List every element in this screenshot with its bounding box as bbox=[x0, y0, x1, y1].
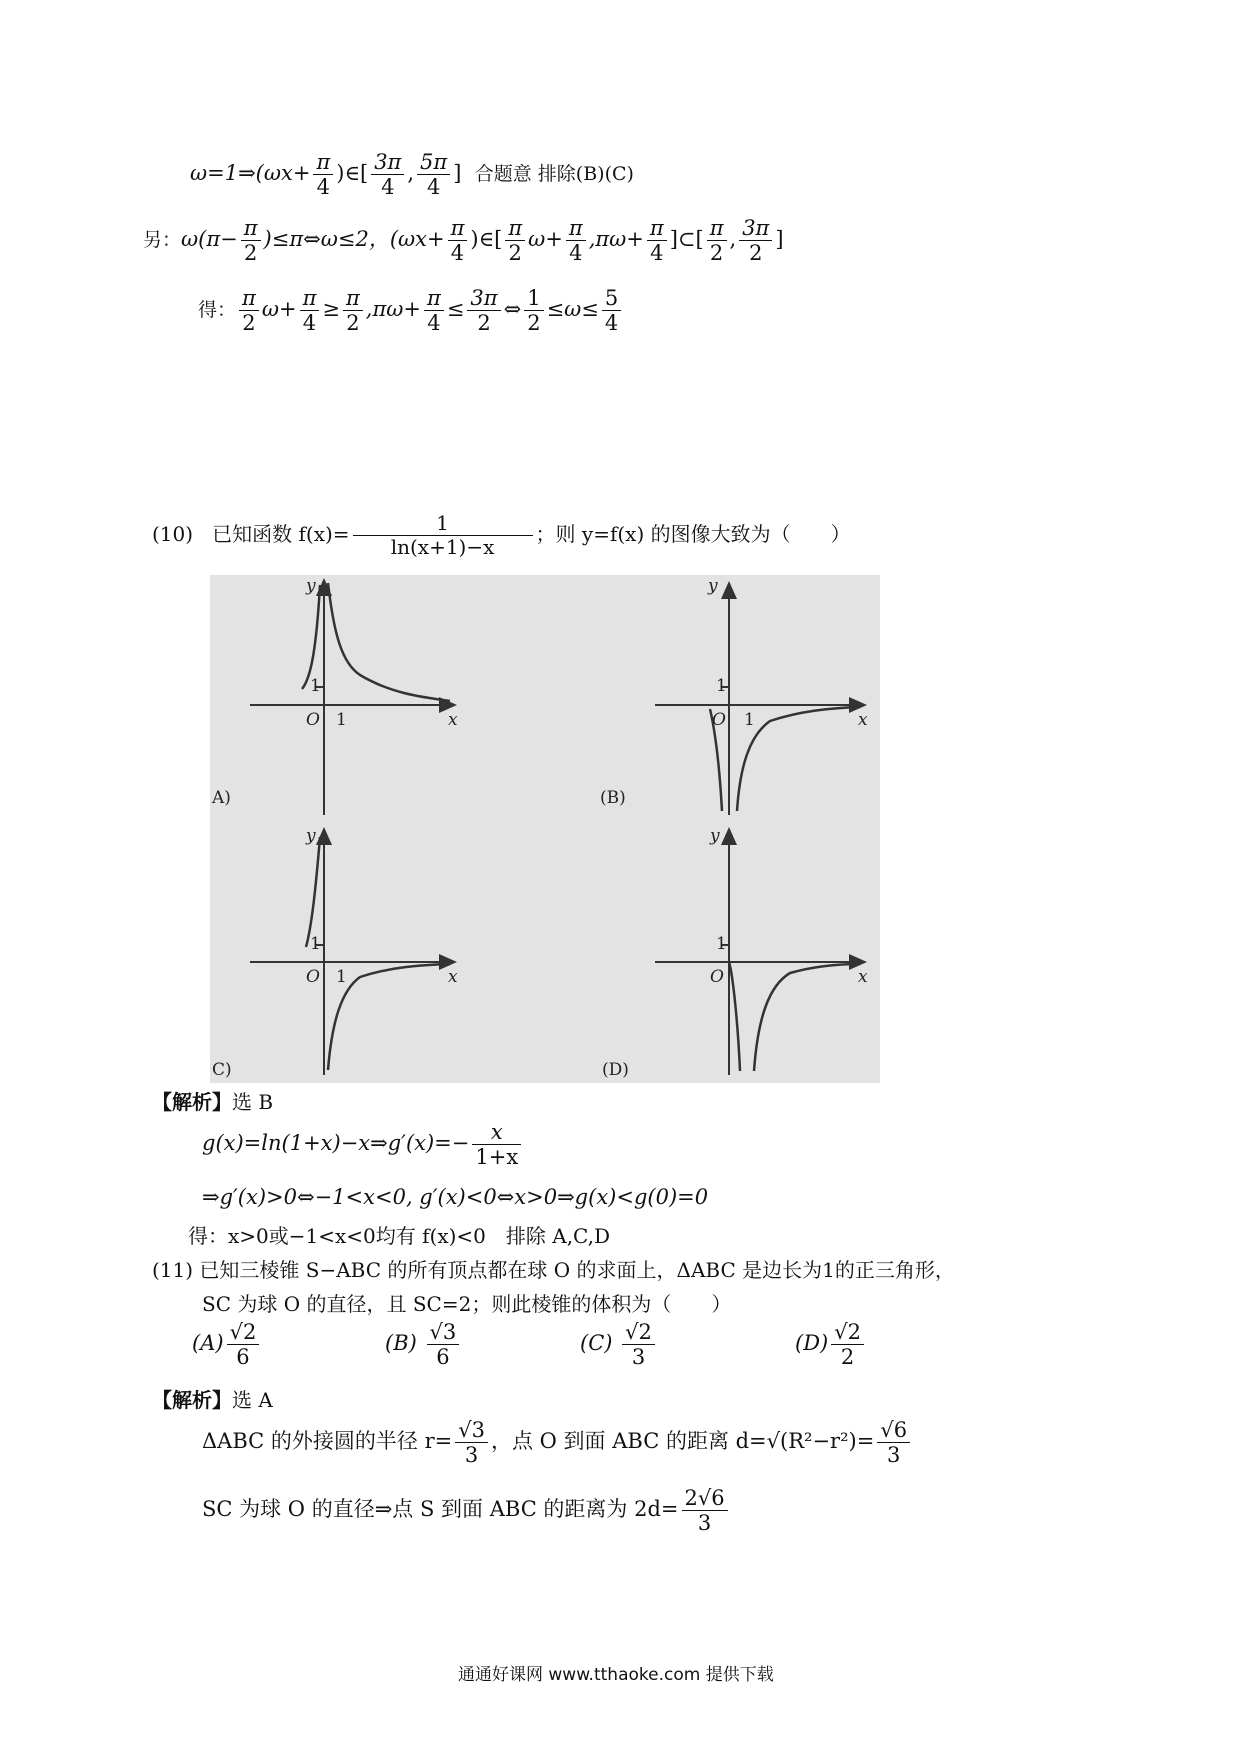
fraction: $\frac{\pi}{4}$ bbox=[424, 286, 444, 335]
fraction: $\frac{√6}{3}$ bbox=[877, 1418, 910, 1467]
label-c: C) bbox=[212, 1060, 232, 1080]
option-d[interactable]: (D) $\frac{√2}{2}$ bbox=[795, 1320, 867, 1369]
option-c[interactable]: (C) $\frac{√2}{3}$ bbox=[580, 1320, 658, 1369]
origin-b: O bbox=[712, 710, 726, 730]
tick-a: 1 bbox=[336, 710, 347, 730]
fraction: $\frac{√3}{3}$ bbox=[455, 1418, 488, 1467]
fraction: $\frac{\pi}{4}$ bbox=[300, 286, 320, 335]
axis-x-c: x bbox=[448, 967, 458, 987]
solution-10-header: 【解析】选 B bbox=[152, 1090, 274, 1114]
fraction: $\frac{5\pi}{4}$ bbox=[417, 150, 450, 199]
fraction: $\frac{√2}{3}$ bbox=[622, 1320, 655, 1369]
graph-panels-svg bbox=[210, 575, 880, 1083]
fraction: $\frac{2√6}{3}$ bbox=[682, 1486, 728, 1535]
panel-b bbox=[655, 583, 865, 815]
origin-d: O bbox=[710, 967, 724, 987]
label-d: (D) bbox=[602, 1060, 629, 1080]
fraction: $\frac{5}{4}$ bbox=[602, 286, 621, 335]
derivation-line-1: ω=1⇒(ωx+ $\frac{\pi}{4}$ )∈[ $\frac{3\pi}{4}$ , $\frac{5\pi}{4}$ ] 合题意 排除(B)(C) bbox=[190, 150, 634, 200]
fraction: $\frac{x}{1+x}$ bbox=[472, 1120, 521, 1169]
panel-c bbox=[250, 829, 455, 1075]
fraction: $\frac{1}{2}$ bbox=[524, 286, 543, 335]
solution-11-line-1: ΔABC 的外接圆的半径 r= $\frac{√3}{3}$ ，点 O 到面 ABC 的距离 d=√(R²−r²)= $\frac{√6}{3}$ bbox=[202, 1418, 913, 1467]
graph-options-figure bbox=[210, 575, 880, 1083]
axis-y-b: y bbox=[708, 576, 718, 596]
fraction: $\frac{3\pi}{2}$ bbox=[467, 286, 500, 335]
fraction: $\frac{\pi}{2}$ bbox=[241, 216, 261, 265]
solution-11-line-2: SC 为球 O 的直径⇒点 S 到面 ABC 的距离为 2d= $\frac{2√6}{3}$ bbox=[202, 1486, 731, 1535]
fraction: $\frac{\pi}{4}$ bbox=[647, 216, 667, 265]
question-number: (10) bbox=[152, 522, 194, 546]
axis-x-a: x bbox=[448, 710, 458, 730]
option-b[interactable]: (B) $\frac{√3}{6}$ bbox=[385, 1320, 462, 1369]
origin-a: O bbox=[306, 710, 320, 730]
tick-c: 1 bbox=[336, 967, 347, 987]
panel-d bbox=[655, 829, 865, 1075]
axis-y-c: y bbox=[306, 826, 316, 846]
fraction: $\frac{\pi}{2}$ bbox=[707, 216, 727, 265]
fraction: $\frac{\pi}{2}$ bbox=[505, 216, 525, 265]
solution-11-header: 【解析】选 A bbox=[152, 1388, 273, 1412]
axis-x-d: x bbox=[858, 967, 868, 987]
fraction: $\frac{√2}{2}$ bbox=[831, 1320, 864, 1369]
fraction: $\frac{1}{\ln(x+1)-x}$ bbox=[353, 512, 533, 559]
fraction: $\frac{\pi}{4}$ bbox=[448, 216, 468, 265]
option-a[interactable]: (A) $\frac{√2}{6}$ bbox=[192, 1320, 262, 1369]
axis-y-a: y bbox=[306, 576, 316, 596]
axis-y-d: y bbox=[710, 826, 720, 846]
axis-x-b: x bbox=[858, 710, 868, 730]
solution-10-line-1: g(x)=ln(1+x)−x⇒g′(x)=− $\frac{x}{1+x}$ bbox=[202, 1120, 524, 1169]
fraction: $\frac{√2}{6}$ bbox=[227, 1320, 260, 1369]
question-11-line-2: SC 为球 O 的直径，且 SC=2；则此棱锥的体积为（ ） bbox=[202, 1292, 732, 1316]
tick-y-d: 1 bbox=[716, 934, 727, 954]
fraction: $\frac{\pi}{2}$ bbox=[343, 286, 363, 335]
fraction: $\frac{√3}{6}$ bbox=[427, 1320, 460, 1369]
solution-10-line-3: 得：x>0或−1<x<0均有 f(x)<0 排除 A,C,D bbox=[188, 1224, 611, 1248]
fraction: $\frac{3\pi}{2}$ bbox=[739, 216, 772, 265]
question-11-line-1: (11) 已知三棱锥 S−ABC 的所有顶点都在球 O 的求面上，ΔABC 是边长为1的正三角形， bbox=[152, 1258, 955, 1282]
page-footer: 通通好课网 www.tthaoke.com 提供下载 bbox=[458, 1665, 774, 1685]
fraction: $\frac{3\pi}{4}$ bbox=[371, 150, 404, 199]
fraction: $\frac{\pi}{4}$ bbox=[566, 216, 586, 265]
tick-y-a: 1 bbox=[310, 676, 321, 696]
panel-a bbox=[250, 580, 455, 815]
label-b: (B) bbox=[600, 788, 626, 808]
derivation-line-2: 另：ω(π− $\frac{\pi}{2}$ )≤π⇔ω≤2，(ωx+ $\frac{\pi}{4}$ )∈[ $\frac{\pi}{2}$ ω+ $\frac{\pi}{4}$ ,πω+ $\frac{\pi}{4}$ ]⊂[ $\frac{\pi}{2}$ , $\frac{3\pi}{2}$ ] bbox=[143, 216, 784, 266]
derivation-line-3: 得： $\frac{\pi}{2}$ ω+ $\frac{\pi}{4}$ ≥ $\frac{\pi}{2}$ ,πω+ $\frac{\pi}{4}$ ≤ $\frac{3\pi}{2}$ ⇔ $\frac{1}{2}$ ≤ω≤ $\frac{5}{4}$ bbox=[198, 286, 624, 335]
tick-b: 1 bbox=[744, 710, 755, 730]
solution-10-line-2: ⇒g′(x)>0⇔−1<x<0, g′(x)<0⇔x>0⇒g(x)<g(0)=0 bbox=[202, 1185, 709, 1209]
question-10: (10) 已知函数 f(x)= $\frac{1}{\ln(x+1)-x}$ ；则 y=f(x) 的图像大致为（ ） bbox=[152, 511, 851, 559]
fraction: $\frac{\pi}{4}$ bbox=[313, 150, 333, 199]
tick-y-c: 1 bbox=[310, 934, 321, 954]
label-a: A) bbox=[212, 788, 231, 808]
fraction: $\frac{\pi}{2}$ bbox=[239, 286, 259, 335]
origin-c: O bbox=[306, 967, 320, 987]
tick-y-b: 1 bbox=[716, 676, 727, 696]
